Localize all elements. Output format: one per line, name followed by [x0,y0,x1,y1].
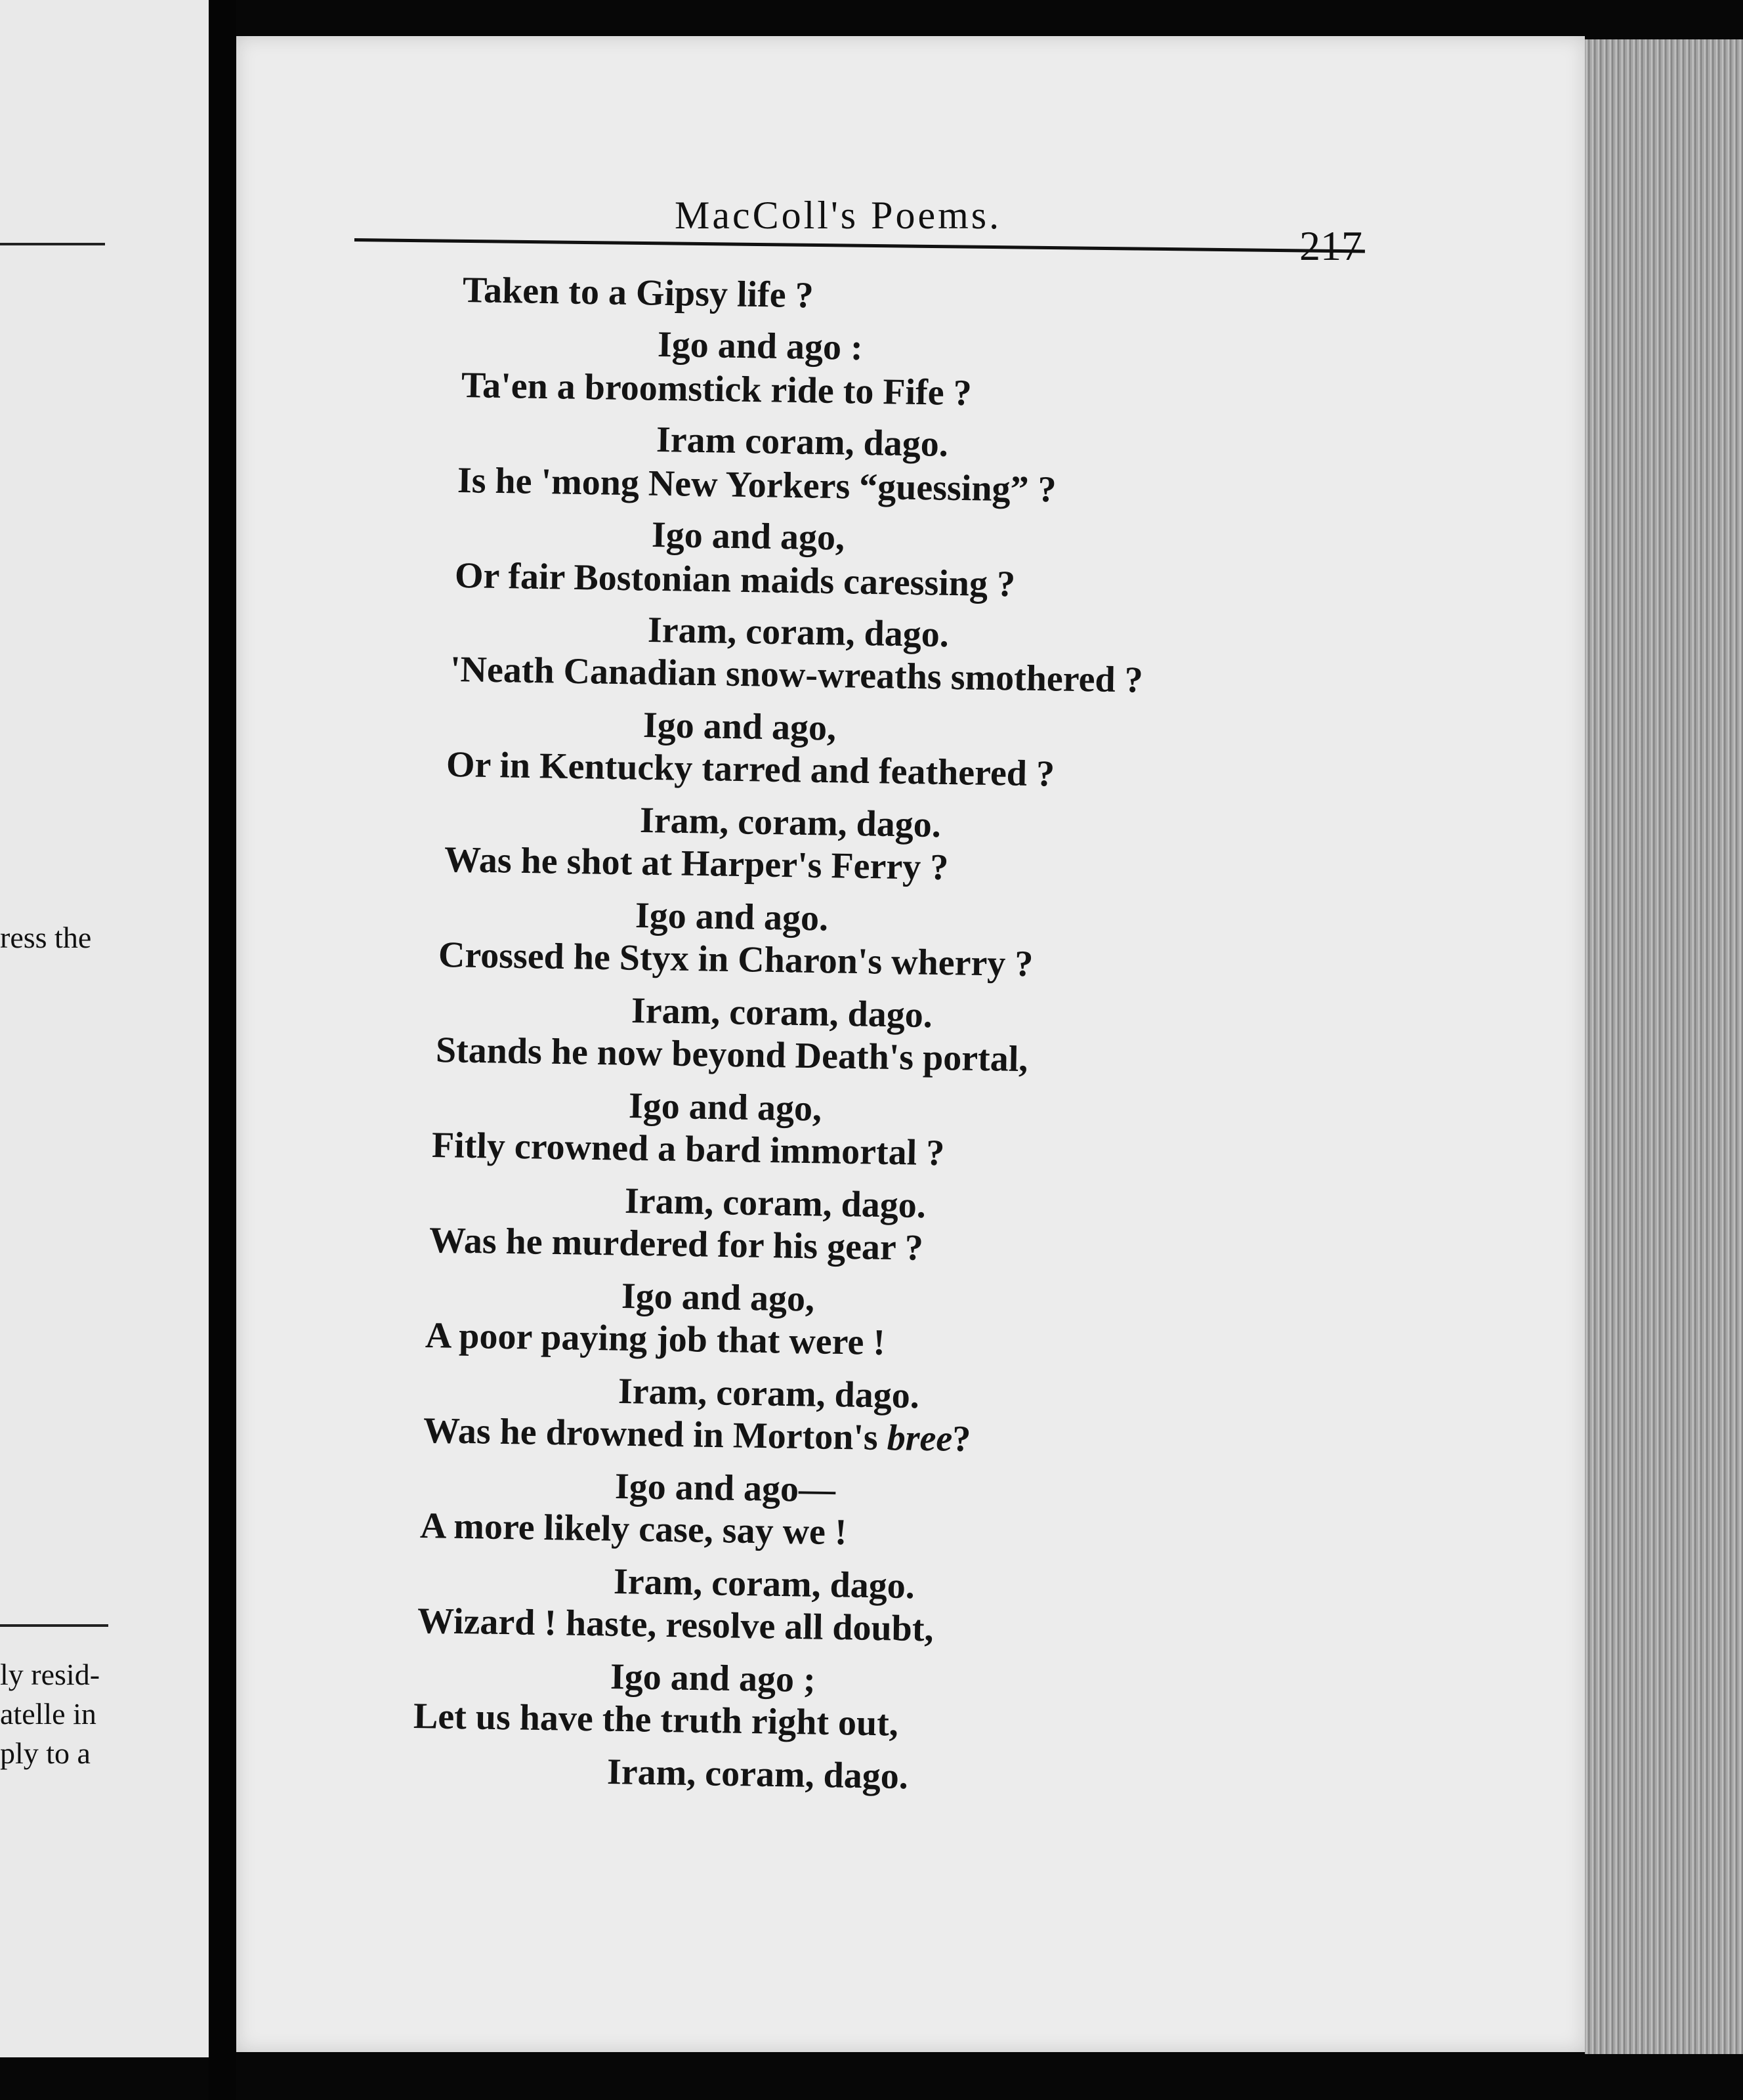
question-mark: ? [952,1418,971,1460]
poem-line: Iram, coram, dago. [624,1181,927,1227]
left-page-fragment: ress the [0,921,92,954]
poem-line: Was he shot at Harper's Ferry ? [444,839,949,889]
poem-line: A poor paying job that were ! [425,1315,886,1364]
left-page-fragment: ply to a [0,1736,91,1770]
poem-line: Or in Kentucky tarred and feathered ? [446,744,1055,795]
left-page-fragment: atelle in [0,1697,96,1731]
poem-line: A more likely case, say we ! [419,1505,848,1553]
poem-line: Iram, coram, dago. [618,1371,920,1417]
poem-line: Crossed he Styx in Charon's wherry ? [438,934,1034,985]
poem-line: Iram coram, dago. [656,419,949,465]
poem-line: Is he 'mong New Yorkers “guessing” ? [457,460,1057,511]
poem-line: Iram, coram, dago. [606,1752,909,1797]
poem-line: Wizard ! haste, resolve all doubt, [417,1601,934,1650]
poem-line: Ta'en a broomstick ride to Fife ? [461,365,973,414]
poem-line: Igo and ago, [628,1085,822,1129]
poem-line: Igo and ago, [621,1276,815,1320]
poem-line: Iram, coram, dago. [639,800,942,846]
poem-line: Iram, coram, dago. [631,990,933,1036]
poem-line: Igo and ago ; [610,1656,816,1700]
italic-word: bree [887,1418,953,1460]
poem-line-with-italic [423,1410,971,1460]
poem-line: Igo and ago, [642,705,837,749]
poem-line: Igo and ago— [614,1466,836,1511]
poem-line: Stands he now beyond Death's portal, [435,1030,1028,1080]
left-page-fragment: ly resid- [0,1658,100,1691]
poem-line: Igo and ago : [657,324,864,368]
poem-line: Taken to a Gipsy life ? [462,270,814,316]
poem-line: 'Neath Canadian snow-wreaths smothered ? [450,649,1144,701]
running-head: MacColl's Poems. [675,194,1002,237]
poem-line: Igo and ago, [651,514,845,558]
poem-line: Fitly crowned a bard immortal ? [431,1125,945,1174]
poem-line: Iram, coram, dago. [647,610,950,656]
poem-line: Or fair Bostonian maids caressing ? [454,555,1016,605]
poem-line: Iram, coram, dago. [613,1561,915,1607]
poem-line: Igo and ago. [635,895,829,939]
page-number: 217 [1299,222,1362,269]
poem-line: Let us have the truth right out, [413,1696,899,1744]
poem-line-text: Was he drowned in Morton's [423,1410,879,1458]
poem-line: Was he murdered for his gear ? [429,1220,924,1269]
